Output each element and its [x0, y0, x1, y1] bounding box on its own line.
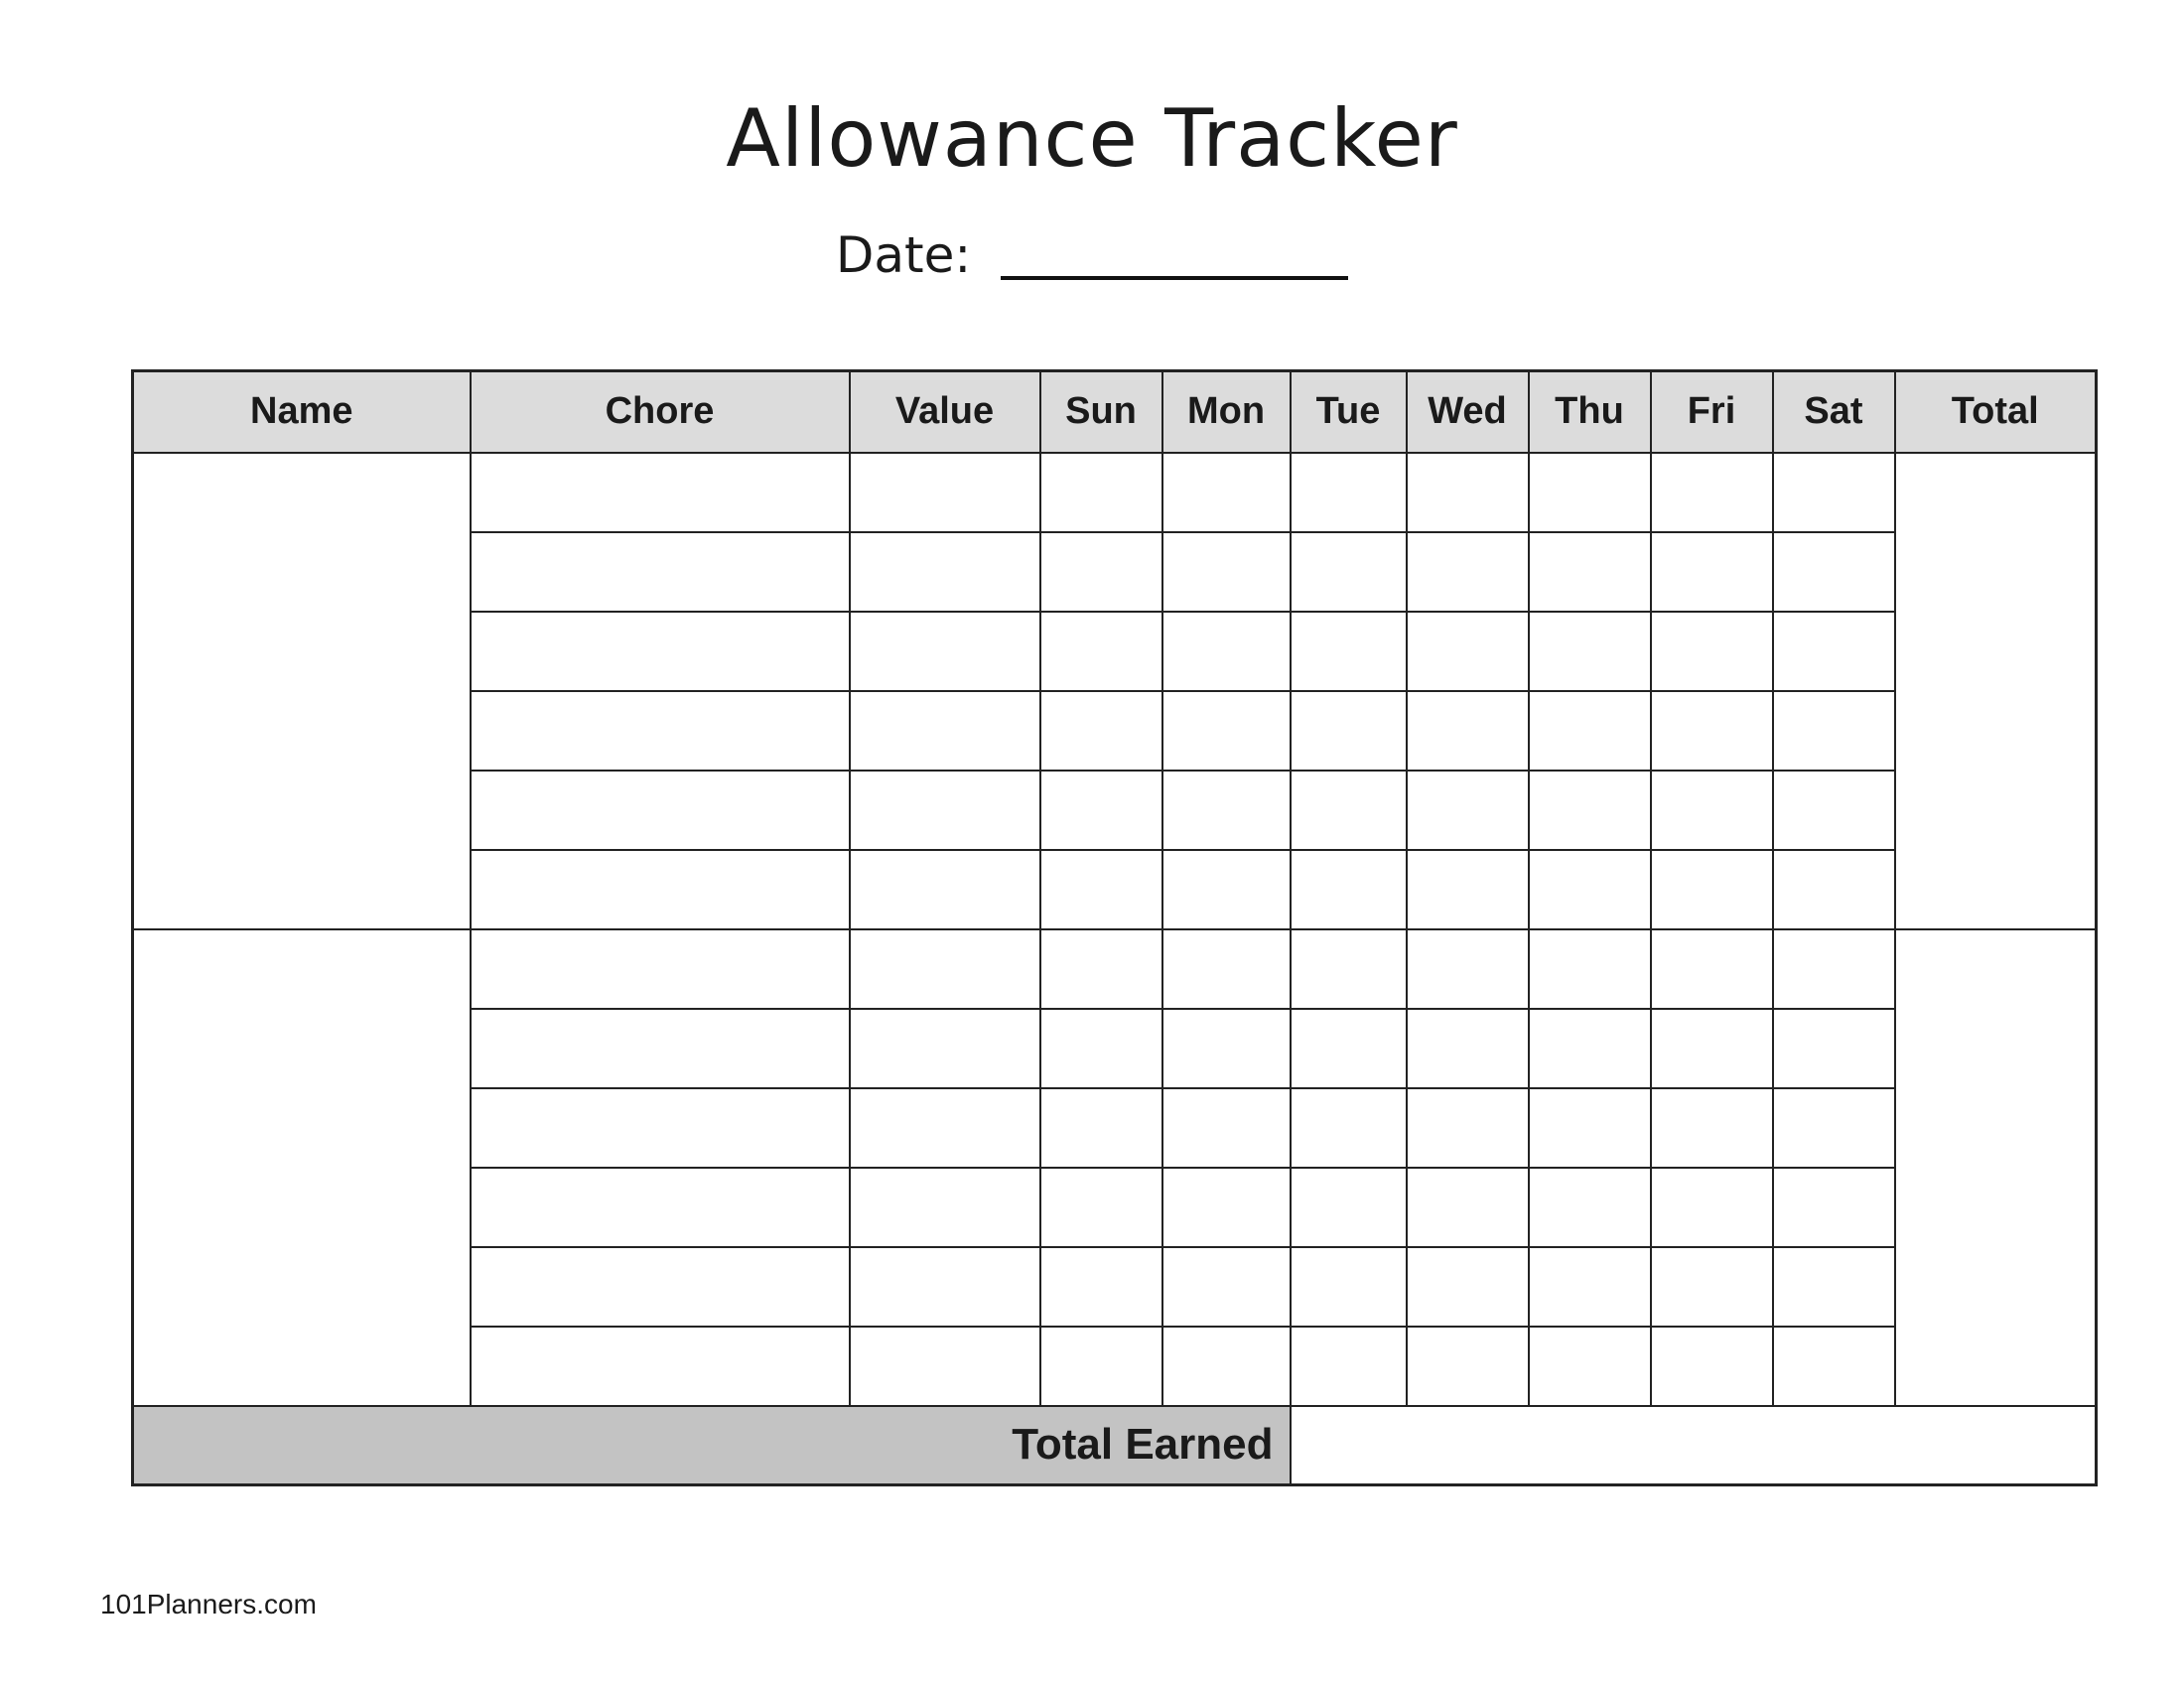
- fri-cell[interactable]: [1651, 691, 1773, 771]
- date-row: [0, 226, 2184, 284]
- sun-cell[interactable]: [1040, 1247, 1162, 1327]
- fri-cell[interactable]: [1651, 1088, 1773, 1168]
- chore-cell[interactable]: [471, 453, 850, 532]
- wed-cell[interactable]: [1407, 771, 1529, 850]
- chore-cell[interactable]: [471, 691, 850, 771]
- sat-cell[interactable]: [1773, 532, 1895, 612]
- fri-cell[interactable]: [1651, 1327, 1773, 1406]
- tue-cell[interactable]: [1291, 1088, 1407, 1168]
- value-cell[interactable]: [850, 1247, 1040, 1327]
- sun-cell[interactable]: [1040, 691, 1162, 771]
- tue-cell[interactable]: [1291, 929, 1407, 1009]
- wed-cell[interactable]: [1407, 850, 1529, 929]
- header-thu: Thu: [1529, 371, 1651, 453]
- mon-cell[interactable]: [1162, 1009, 1291, 1088]
- chore-cell[interactable]: [471, 1247, 850, 1327]
- thu-cell[interactable]: [1529, 612, 1651, 691]
- sat-cell[interactable]: [1773, 1168, 1895, 1247]
- header-chore: Chore: [471, 371, 850, 453]
- chore-cell[interactable]: [471, 929, 850, 1009]
- tue-cell[interactable]: [1291, 612, 1407, 691]
- wed-cell[interactable]: [1407, 691, 1529, 771]
- value-cell[interactable]: [850, 771, 1040, 850]
- sat-cell[interactable]: [1773, 612, 1895, 691]
- mon-cell[interactable]: [1162, 1168, 1291, 1247]
- allowance-table: [131, 369, 2098, 1486]
- header-sat: Sat: [1773, 371, 1895, 453]
- sun-cell[interactable]: [1040, 1168, 1162, 1247]
- table-body: [133, 453, 2097, 1406]
- fri-cell[interactable]: [1651, 850, 1773, 929]
- tue-cell[interactable]: [1291, 1247, 1407, 1327]
- value-cell[interactable]: [850, 1168, 1040, 1247]
- fri-cell[interactable]: [1651, 1009, 1773, 1088]
- tue-cell[interactable]: [1291, 1168, 1407, 1247]
- mon-cell[interactable]: [1162, 532, 1291, 612]
- sun-cell[interactable]: [1040, 1327, 1162, 1406]
- mon-cell[interactable]: [1162, 771, 1291, 850]
- sat-cell[interactable]: [1773, 1247, 1895, 1327]
- sun-cell[interactable]: [1040, 929, 1162, 1009]
- chore-cell[interactable]: [471, 1088, 850, 1168]
- value-cell[interactable]: [850, 453, 1040, 532]
- mon-cell[interactable]: [1162, 612, 1291, 691]
- fri-cell[interactable]: [1651, 1168, 1773, 1247]
- wed-cell[interactable]: [1407, 1009, 1529, 1088]
- mon-cell[interactable]: [1162, 929, 1291, 1009]
- fri-cell[interactable]: [1651, 771, 1773, 850]
- header-total: Total: [1895, 371, 2097, 453]
- wed-cell[interactable]: [1407, 532, 1529, 612]
- mon-cell[interactable]: [1162, 691, 1291, 771]
- chore-cell[interactable]: [471, 1009, 850, 1088]
- wed-cell[interactable]: [1407, 612, 1529, 691]
- chore-cell[interactable]: [471, 850, 850, 929]
- thu-cell[interactable]: [1529, 1168, 1651, 1247]
- thu-cell[interactable]: [1529, 850, 1651, 929]
- sat-cell[interactable]: [1773, 771, 1895, 850]
- table-row: [133, 929, 2097, 1009]
- fri-cell[interactable]: [1651, 612, 1773, 691]
- sat-cell[interactable]: [1773, 1088, 1895, 1168]
- tue-cell[interactable]: [1291, 1009, 1407, 1088]
- mon-cell[interactable]: [1162, 453, 1291, 532]
- thu-cell[interactable]: [1529, 771, 1651, 850]
- date-label: Date:: [835, 226, 972, 284]
- thu-cell[interactable]: [1529, 1088, 1651, 1168]
- chore-cell[interactable]: [471, 771, 850, 850]
- chore-cell[interactable]: [471, 1327, 850, 1406]
- value-cell[interactable]: [850, 612, 1040, 691]
- thu-cell[interactable]: [1529, 691, 1651, 771]
- value-cell[interactable]: [850, 929, 1040, 1009]
- fri-cell[interactable]: [1651, 532, 1773, 612]
- total-cell[interactable]: [1895, 929, 2097, 1406]
- sun-cell[interactable]: [1040, 1088, 1162, 1168]
- sun-cell[interactable]: [1040, 1009, 1162, 1088]
- wed-cell[interactable]: [1407, 1327, 1529, 1406]
- header-name: Name: [133, 371, 471, 453]
- sat-cell[interactable]: [1773, 453, 1895, 532]
- value-cell[interactable]: [850, 1009, 1040, 1088]
- date-field[interactable]: [1001, 230, 1348, 280]
- sun-cell[interactable]: [1040, 532, 1162, 612]
- thu-cell[interactable]: [1529, 453, 1651, 532]
- sun-cell[interactable]: [1040, 850, 1162, 929]
- header-sun: Sun: [1040, 371, 1162, 453]
- mon-cell[interactable]: [1162, 850, 1291, 929]
- name-cell[interactable]: [133, 929, 471, 1406]
- header-value: Value: [850, 371, 1040, 453]
- page-title: Allowance Tracker: [726, 92, 1458, 185]
- sat-cell[interactable]: [1773, 1327, 1895, 1406]
- brand-text: 101Planners.com: [100, 1589, 317, 1619]
- tue-cell[interactable]: [1291, 1327, 1407, 1406]
- header-wed: Wed: [1407, 371, 1529, 453]
- wed-cell[interactable]: [1407, 1247, 1529, 1327]
- sun-cell[interactable]: [1040, 612, 1162, 691]
- tue-cell[interactable]: [1291, 850, 1407, 929]
- header-row: [133, 371, 2097, 453]
- thu-cell[interactable]: [1529, 1247, 1651, 1327]
- header-fri: Fri: [1651, 371, 1773, 453]
- value-cell[interactable]: [850, 850, 1040, 929]
- footer-row: [133, 1406, 2097, 1485]
- thu-cell[interactable]: [1529, 1009, 1651, 1088]
- thu-cell[interactable]: [1529, 929, 1651, 1009]
- mon-cell[interactable]: [1162, 1247, 1291, 1327]
- wed-cell[interactable]: [1407, 929, 1529, 1009]
- value-cell[interactable]: [850, 1088, 1040, 1168]
- wed-cell[interactable]: [1407, 1088, 1529, 1168]
- total-cell[interactable]: [1895, 453, 2097, 929]
- fri-cell[interactable]: [1651, 453, 1773, 532]
- sat-cell[interactable]: [1773, 1009, 1895, 1088]
- sat-cell[interactable]: [1773, 929, 1895, 1009]
- value-cell[interactable]: [850, 691, 1040, 771]
- sun-cell[interactable]: [1040, 453, 1162, 532]
- tue-cell[interactable]: [1291, 532, 1407, 612]
- value-cell[interactable]: [850, 532, 1040, 612]
- sat-cell[interactable]: [1773, 691, 1895, 771]
- name-cell[interactable]: [133, 453, 471, 929]
- mon-cell[interactable]: [1162, 1327, 1291, 1406]
- chore-cell[interactable]: [471, 612, 850, 691]
- total-earned-cell[interactable]: [1291, 1406, 2097, 1485]
- fri-cell[interactable]: [1651, 1247, 1773, 1327]
- table-row: [133, 453, 2097, 532]
- wed-cell[interactable]: [1407, 453, 1529, 532]
- thu-cell[interactable]: [1529, 532, 1651, 612]
- wed-cell[interactable]: [1407, 1168, 1529, 1247]
- header-mon: Mon: [1162, 371, 1291, 453]
- total-earned-label: Total Earned: [133, 1406, 1291, 1485]
- tue-cell[interactable]: [1291, 771, 1407, 850]
- fri-cell[interactable]: [1651, 929, 1773, 1009]
- tue-cell[interactable]: [1291, 691, 1407, 771]
- sun-cell[interactable]: [1040, 771, 1162, 850]
- sat-cell[interactable]: [1773, 850, 1895, 929]
- value-cell[interactable]: [850, 1327, 1040, 1406]
- chore-cell[interactable]: [471, 532, 850, 612]
- header-tue: Tue: [1291, 371, 1407, 453]
- mon-cell[interactable]: [1162, 1088, 1291, 1168]
- thu-cell[interactable]: [1529, 1327, 1651, 1406]
- tue-cell[interactable]: [1291, 453, 1407, 532]
- chore-cell[interactable]: [471, 1168, 850, 1247]
